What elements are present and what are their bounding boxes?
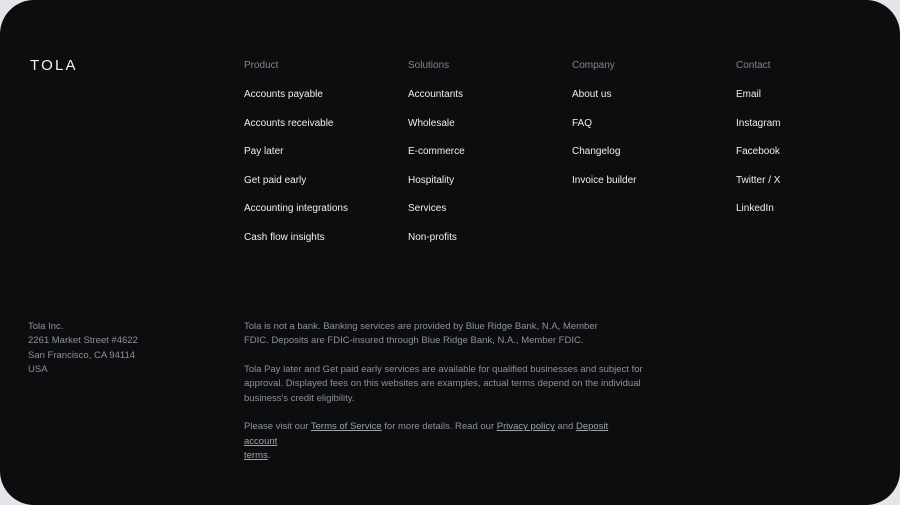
link-non-profits[interactable]: Non-profits [408,231,457,243]
column-title-contact: Contact [736,60,771,71]
link-email[interactable]: Email [736,89,762,100]
deposit-account-terms-link-cont[interactable]: terms [244,450,268,462]
terms-of-service-link[interactable]: Terms of Service [310,421,382,433]
link-get-paid-early[interactable]: Get paid early [244,174,307,186]
link-accounts-receivable[interactable]: Accounts receivable [244,117,334,129]
deposit-account-terms-link[interactable]: Deposit account [244,421,609,447]
address-line-street: 2261 Market Street #4622 [28,335,138,347]
column-title-product: Product [244,60,279,71]
link-pay-later[interactable]: Pay later [244,146,284,158]
privacy-policy-link[interactable]: Privacy policy [496,421,555,433]
disclaimer-legal-links: Please visit our Terms of Service for more details. Read our Privacy policy and Deposit account terms. [244,421,609,462]
link-changelog[interactable]: Changelog [572,146,621,158]
link-invoice-builder[interactable]: Invoice builder [572,174,637,186]
link-accounts-payable[interactable]: Accounts payable [244,89,323,100]
address-line-country: USA [28,364,48,376]
link-wholesale[interactable]: Wholesale [408,117,455,129]
footer-column-solutions [408,59,465,260]
footer-column-contact [736,59,780,231]
link-faq[interactable]: FAQ [572,117,593,129]
address-line-company: Tola Inc. [28,321,64,332]
link-about-us[interactable]: About us [572,89,612,100]
link-twitter-x[interactable]: Twitter / X [736,174,781,186]
link-accountants[interactable]: Accountants [408,89,464,100]
address-line-city: San Francisco, CA 94114 [28,349,136,361]
company-address [28,320,138,378]
link-hospitality[interactable]: Hospitality [408,174,455,186]
tola-logo[interactable]: TOLA [30,57,78,74]
column-title-company: Company [572,60,615,71]
link-cash-flow-insights[interactable]: Cash flow insights [244,231,325,243]
link-facebook[interactable]: Facebook [736,146,780,158]
footer-column-company [572,59,636,202]
disclaimer-banking: Tola is not a bank. Banking services are provided by Blue Ridge Bank, N.A, Member FDIC. Deposits are FDIC-insured through Blue Ridge Bank, N.A., Member FDIC. [244,321,598,347]
footer-column-product [244,59,348,260]
disclaimer-services: Tola Pay later and Get paid early services are available for qualified businesses and subject for approval. Displayed fees on this websites are examples, actual terms depend on the individual business's credit eligibility. [244,364,643,404]
link-linkedin[interactable]: LinkedIn [736,203,774,215]
link-services[interactable]: Services [408,203,447,215]
link-e-commerce[interactable]: E-commerce [408,146,465,158]
legal-disclaimer [244,320,644,478]
link-instagram[interactable]: Instagram [736,117,781,129]
column-title-solutions: Solutions [408,60,450,71]
link-accounting-integrations[interactable]: Accounting integrations [244,203,348,215]
